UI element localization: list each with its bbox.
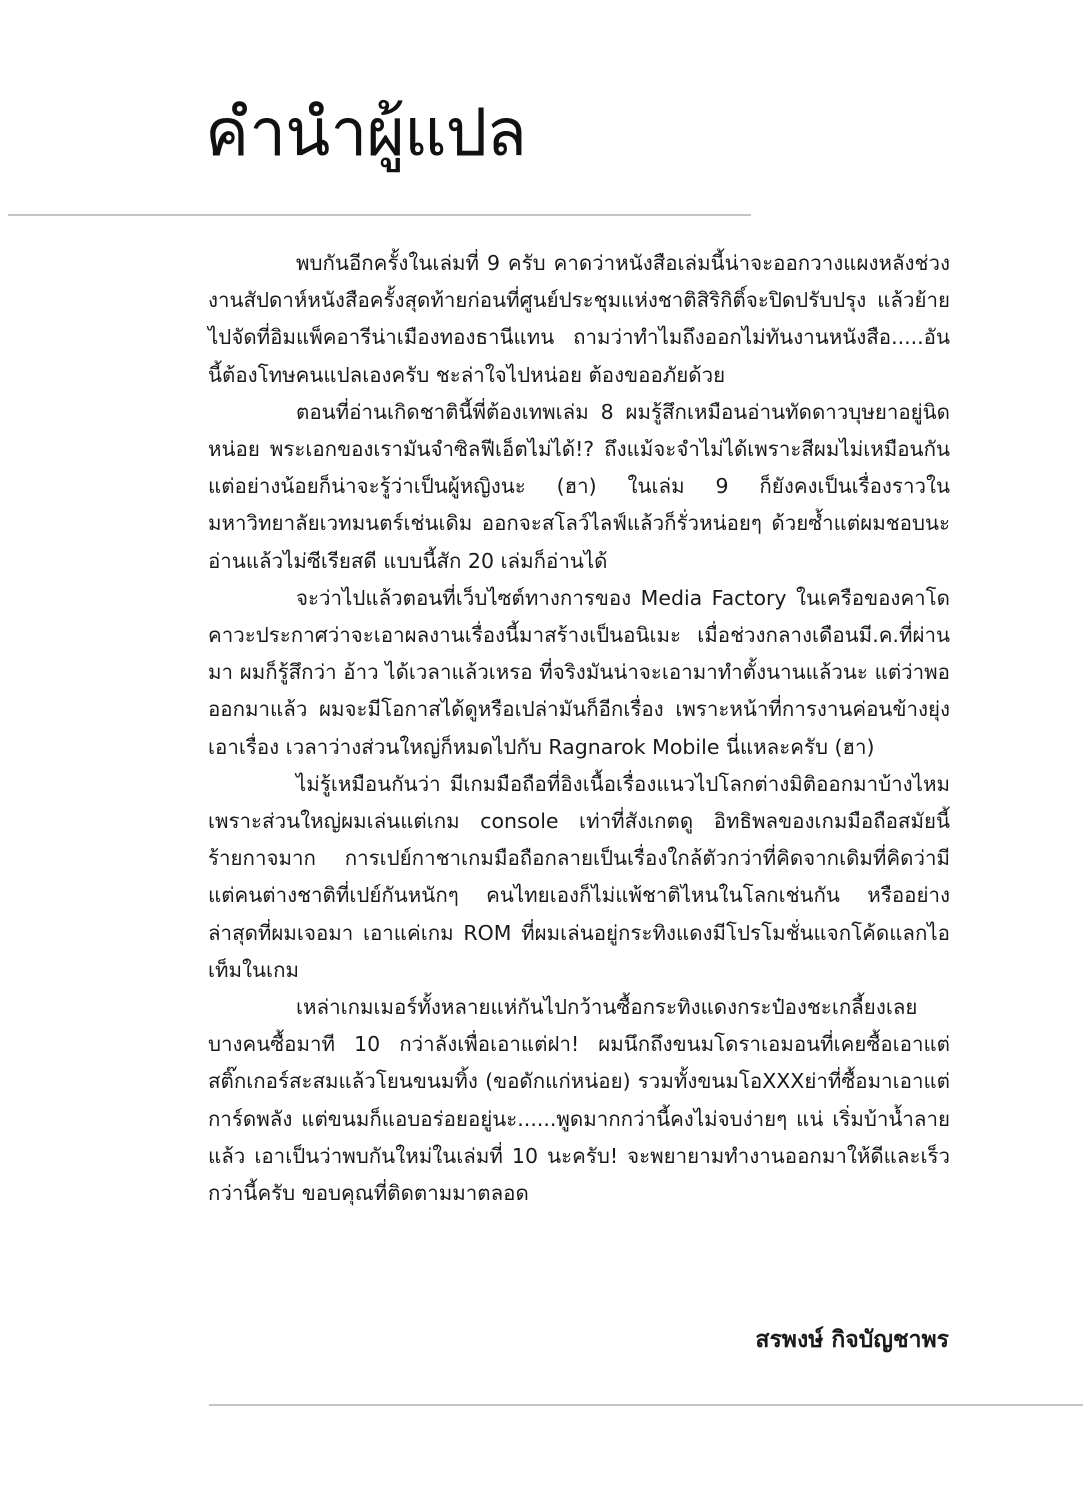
translator-signature: สรพงษ์ กิจบัญชาพร [755, 1327, 949, 1353]
preface-body [208, 245, 950, 1212]
paragraph-2: ตอนที่อ่านเกิดชาตินี้พี่ต้องเทพเล่ม 8 ผมรู้สึกเหมือนอ่านทัดดาวบุษยาอยู่นิดหน่อย พระเอกของเรามันจำซิลฟีเอ็ตไม่ได้!? ถึงแม้จะจำไม่ได้เพราะสีผมไม่เหมือนกัน แต่อย่างน้อยก็น่าจะรู้ว่าเป็นผู้หญิงนะ (ฮา) ในเล่ม 9 ก็ยังคงเป็นเรื่องราวในมหาวิทยาลัยเวทมนตร์เช่นเดิม ออกจะสโลว์ไลฟ์แล้วก็รั่วหน่อยๆ ด้วยซ้ำแต่ผมชอบนะ อ่านแล้วไม่ซีเรียสดี แบบนี้สัก 20 เล่มก็อ่านได้ [208, 399, 950, 573]
bottom-divider [209, 1404, 1083, 1406]
paragraph-3: จะว่าไปแล้วตอนที่เว็บไซต์ทางการของ Media Factory ในเครือของคาโดคาวะประกาศว่าจะเอาผลงานเรื่องนี้มาสร้างเป็นอนิเมะ เมื่อช่วงกลางเดือนมี.ค.ที่ผ่านมา ผมก็รู้สึกว่า อ้าว ได้เวลาแล้วเหรอ ที่จริงมันน่าจะเอามาทำตั้งนานแล้วนะ แต่ว่าพอออกมาแล้ว ผมจะมีโอกาสได้ดูหรือเปล่ามันก็อีกเรื่อง เพราะหน้าที่การงานค่อนข้างยุ่งเอาเรื่อง เวลาว่างส่วนใหญ่ก็หมดไปกับ Ragnarok Mobile นี่แหละครับ (ฮา) [208, 585, 950, 759]
paragraph-4: ไม่รู้เหมือนกันว่า มีเกมมือถือที่อิงเนื้อเรื่องแนวไปโลกต่างมิติออกมาบ้างไหม เพราะส่วนใหญ่ผมเล่นแต่เกม console เท่าที่สังเกตดู อิทธิพลของเกมมือถือสมัยนี้ร้ายกาจมาก การเปย์กาชาเกมมือถือกลายเป็นเรื่องใกล้ตัวกว่าที่คิดจากเดิมที่คิดว่ามีแต่คนต่างชาติที่เปย์กันหนักๆ คนไทยเองก็ไม่แพ้ชาติไหนในโลกเช่นกัน หรืออย่างล่าสุดที่ผมเจอมา เอาแค่เกม ROM ที่ผมเล่นอยู่กระทิงแดงมีโปรโมชั่นแจกโค้ดแลกไอเท็มในเกม [208, 771, 950, 982]
top-divider [8, 214, 751, 216]
paragraph-1: พบกันอีกครั้งในเล่มที่ 9 ครับ คาดว่าหนังสือเล่มนี้น่าจะออกวางแผงหลังช่วงงานสัปดาห์หนังสือครั้งสุดท้ายก่อนที่ศูนย์ประชุมแห่งชาติสิริกิติ์จะปิดปรับปรุง แล้วย้ายไปจัดที่อิมแพ็คอารีน่าเมืองทองธานีแทน ถามว่าทำไมถึงออกไม่ทันงานหนังสือ.....อันนี้ต้องโทษคนแปลเองครับ ชะล่าใจไปหน่อย ต้องขออภัยด้วย [208, 251, 950, 387]
paragraph-5: เหล่าเกมเมอร์ทั้งหลายแห่กันไปกว้านซื้อกระทิงแดงกระป๋องชะเกลี้ยงเลย บางคนซื้อมาที 10 กว่าลังเพื่อเอาแต่ฝา! ผมนึกถึงขนมโดราเอมอนที่เคยซื้อเอาแต่สติ๊กเกอร์สะสมแล้วโยนขนมทิ้ง (ขอดักแก่หน่อย) รวมทั้งขนมโอXXXย่าที่ซื้อมาเอาแต่การ์ดพลัง แต่ขนมก็แอบอร่อยอยู่นะ......พูดมากกว่านี้คงไม่จบง่ายๆ แน่ เริ่มบ้าน้ำลายแล้ว เอาเป็นว่าพบกันใหม่ในเล่มที่ 10 นะครับ! จะพยายามทำงานออกมาให้ดีและเร็วกว่านี้ครับ ขอบคุณที่ติดตามมาตลอด [208, 995, 950, 1206]
page-title: คำนำผู้แปล [205, 94, 526, 171]
